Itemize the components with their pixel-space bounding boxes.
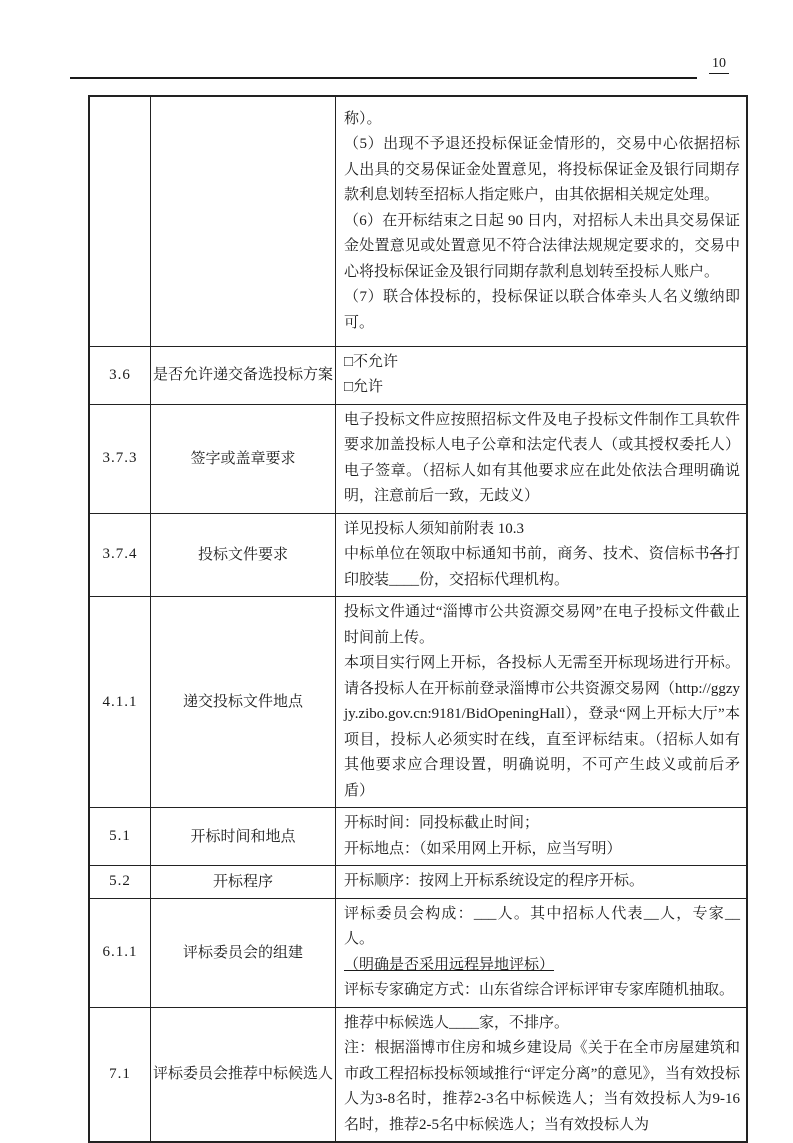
description-paragraph	[344, 132, 740, 209]
text-segment: 称）。	[344, 110, 382, 127]
spec-table-body	[89, 96, 747, 1142]
row-title: 评标委员会的组建	[151, 898, 336, 1007]
description-paragraph	[344, 1036, 740, 1138]
row-description	[336, 808, 748, 866]
row-number: 3.7.3	[89, 404, 151, 513]
row-description	[336, 866, 748, 899]
description-paragraph	[344, 978, 740, 1004]
row-number: 3.6	[89, 346, 151, 404]
text-segment: 本项目实行网上开标，各投标人无需至开标现场进行开标。请各投标人在开标前登录淄博市公共资源交易网（http://ggzyjy.zibo.gov.cn:9181/BidOpeningHall），登录“网上开标大厅”本项目，投标人必须实时在线，直至评标结束。（招标人如有其他要求应合理设置，明确说明，不可产生歧义或前后矛盾）	[344, 655, 740, 799]
text-segment: 开标顺序：按网上开标系统设定的程序开标。	[344, 873, 645, 889]
text-segment: （5）出现不予退还投标保证金情形的，交易中心依据招标人出具的交易保证金处置意见，将投标保证金及银行同期存款利息划转至招标人指定账户，由其依据相关规定处理。	[344, 136, 740, 203]
description-paragraph	[344, 651, 740, 804]
text-segment: 开标地点：（如采用网上开标，应当写明）	[344, 840, 622, 857]
description-paragraph	[344, 902, 740, 953]
description-paragraph	[344, 375, 740, 401]
description-paragraph	[344, 285, 740, 336]
text-segment: 打印胶装____份，交招标代理机构。	[344, 546, 740, 588]
table-row	[89, 513, 747, 597]
description-paragraph	[344, 837, 740, 863]
text-segment: 评标专家确定方式：山东省综合评标评审专家库随机抽取。	[344, 982, 735, 998]
row-title: 签字或盖章要求	[151, 404, 336, 513]
description-paragraph	[344, 107, 740, 133]
description-paragraph	[344, 1011, 740, 1037]
row-title: 递交投标文件地点	[151, 597, 336, 808]
row-description	[336, 96, 748, 346]
row-description	[336, 404, 748, 513]
description-paragraph	[344, 408, 740, 510]
description-paragraph	[344, 600, 740, 651]
text-segment: □允许	[344, 379, 384, 395]
table-row	[89, 808, 747, 866]
row-number: 5.2	[89, 866, 151, 899]
description-paragraph	[344, 811, 740, 837]
table-row	[89, 404, 747, 513]
row-number: 6.1.1	[89, 898, 151, 1007]
text-segment: （7）联合体投标的，投标保证以联合体牵头人名义缴纳即可。	[344, 289, 740, 331]
row-title	[151, 96, 336, 346]
text-segment: 投标文件通过“淄博市公共资源交易网”在电子投标文件截止时间前上传。	[344, 604, 740, 646]
description-paragraph	[344, 350, 740, 376]
row-number	[89, 96, 151, 346]
row-number: 7.1	[89, 1007, 151, 1142]
page-number: 10	[709, 56, 729, 74]
row-title: 是否允许递交备选投标方案	[151, 346, 336, 404]
bid-notice-table	[88, 95, 748, 1143]
table-row	[89, 346, 747, 404]
text-segment: 推荐中标候选人____家，不排序。	[344, 1014, 570, 1031]
description-paragraph	[344, 869, 740, 895]
row-number: 5.1	[89, 808, 151, 866]
row-number: 4.1.1	[89, 597, 151, 808]
text-segment: 中标单位在领取中标通知书前，商务、技术、资信标书	[344, 546, 710, 562]
row-title: 投标文件要求	[151, 513, 336, 597]
header-rule	[70, 77, 697, 79]
text-segment: 详见投标人须知前附表 10.3	[344, 520, 525, 537]
row-number: 3.7.4	[89, 513, 151, 597]
table-row	[89, 866, 747, 899]
table-row	[89, 898, 747, 1007]
description-paragraph	[344, 209, 740, 286]
text-segment: 各	[709, 546, 725, 562]
row-description	[336, 346, 748, 404]
text-segment: （6）在开标结束之日起 90 日内，对招标人未出具交易保证金处置意见或处置意见不符合法律法规规定要求的，交易中心将投标保证金及银行同期存款利息划转至投标人账户。	[344, 212, 740, 280]
text-segment: 电子投标文件应按照招标文件及电子投标文件制作工具软件要求加盖投标人电子公章和法定代表人（或其授权委托人）电子签章。（招标人如有其他要求应在此处依法合理明确说明，注意前后一致，无歧义）	[344, 411, 740, 504]
row-description	[336, 898, 748, 1007]
table-row	[89, 597, 747, 808]
description-paragraph	[344, 953, 740, 979]
text-segment: 开标时间：同投标截止时间；	[344, 815, 540, 831]
row-description	[336, 513, 748, 597]
row-title: 开标程序	[151, 866, 336, 899]
description-paragraph	[344, 517, 740, 543]
row-description	[336, 597, 748, 808]
row-title: 开标时间和地点	[151, 808, 336, 866]
text-segment: 评标委员会构成：___人。其中招标人代表__人，专家__人。	[344, 905, 740, 947]
text-segment: 注：根据淄博市住房和城乡建设局《关于在全市房屋建筑和市政工程招标投标领域推行“评定分离”的意见》，当有效投标人为3-8名时，推荐2-3名中标候选人；当有效投标人为9-16名时，推荐2-5名中标候选人；当有效投标人为	[344, 1040, 740, 1133]
text-segment: □不允许	[344, 353, 399, 370]
description-paragraph	[344, 542, 740, 593]
table-row	[89, 96, 747, 346]
row-title: 评标委员会推荐中标候选人	[151, 1007, 336, 1142]
text-segment: （明确是否采用远程异地评标）	[344, 956, 555, 973]
